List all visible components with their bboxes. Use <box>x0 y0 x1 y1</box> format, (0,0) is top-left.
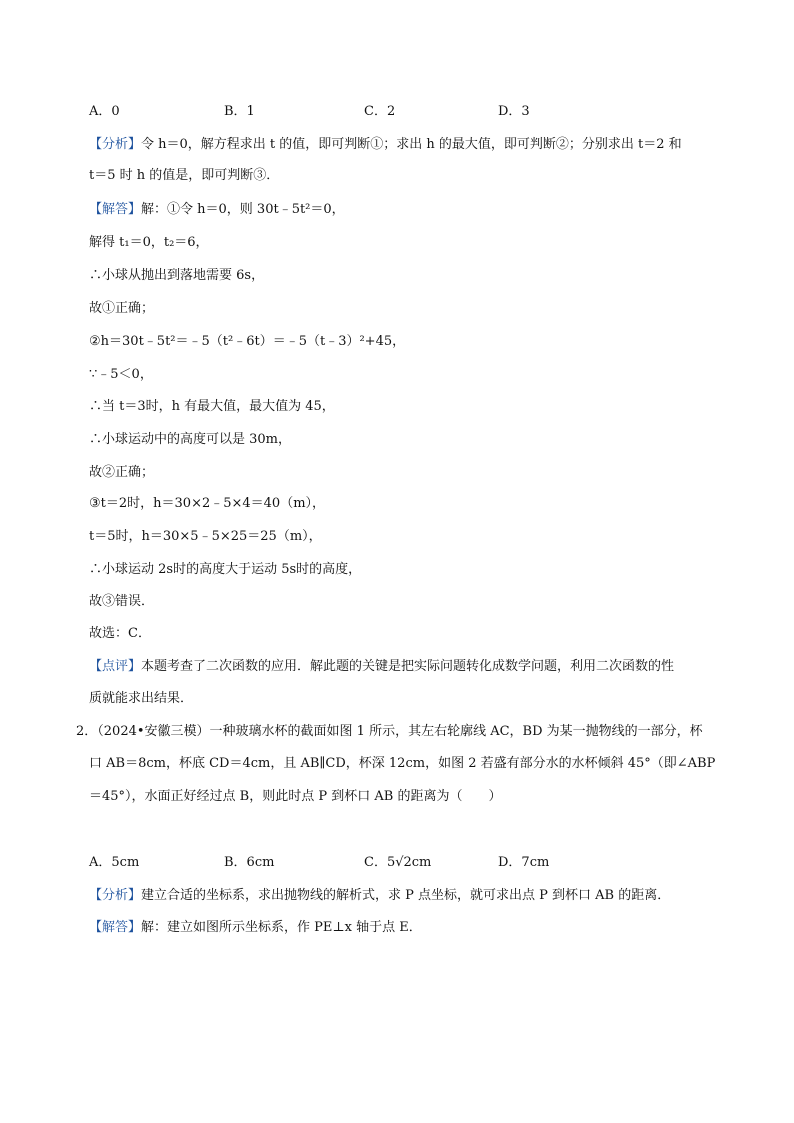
solution-line-4: 故①正确； <box>89 301 155 316</box>
solution2-text: 解：建立如图所示坐标系，作 PE⊥x 轴于点 E． <box>141 920 422 935</box>
option-d: D．3 <box>498 104 530 119</box>
solution-line-9: 故②正确； <box>89 465 155 480</box>
comment-text-1: 本题考查了二次函数的应用．解此题的关键是把实际问题转化成数学问题，利用二次函数的性 <box>141 659 675 674</box>
q2-option-a: A．5cm <box>89 855 140 870</box>
solution-line-13: 故③错误． <box>89 594 155 609</box>
option-c: C．2 <box>364 104 396 119</box>
solution-line-1 <box>89 200 345 220</box>
comment-line-2: 质就能求出结果． <box>89 691 194 706</box>
solution-line-8: ∴小球运动中的高度可以是 30m， <box>89 432 292 447</box>
option-a: A．0 <box>89 104 120 119</box>
question-number: 2． <box>76 724 98 739</box>
analysis-tag: 【分析】 <box>89 137 142 152</box>
solution-text-1: 解：①令 h＝0，则 30t﹣5t²＝0， <box>141 202 345 217</box>
solution-line-10: ③t＝2时，h＝30×2﹣5×4＝40（m）， <box>89 496 326 511</box>
q2-option-b: B．6cm <box>224 855 275 870</box>
solution-line-12: ∴小球运动 2s时的高度大于运动 5s时的高度， <box>89 562 362 577</box>
analysis2-tag: 【分析】 <box>89 888 142 903</box>
question-2-line-3: ＝45°），水面正好经过点 B，则此时点 P 到杯口 AB 的距离为（ ） <box>89 789 502 804</box>
analysis2-line-1 <box>89 886 670 906</box>
solution-line-7: ∴当 t＝3时，h 有最大值，最大值为 45， <box>89 399 335 414</box>
analysis2-text: 建立合适的坐标系，求出抛物线的解析式，求 P 点坐标，就可求出点 P 到杯口 AB 的距离． <box>141 888 671 903</box>
solution2-tag: 【解答】 <box>89 920 142 935</box>
comment-line-1 <box>89 657 674 677</box>
option-b: B．1 <box>224 104 255 119</box>
analysis-line-2: t＝5 时 h 的值是，即可判断③． <box>89 168 280 183</box>
solution-line-2: 解得 t₁＝0，t₂＝6， <box>89 235 209 250</box>
solution2-line-1 <box>89 918 422 938</box>
analysis-text-1: 令 h＝0，解方程求出 t 的值，即可判断①；求出 h 的最大值，即可判断②；分别求出 t＝2 和 <box>141 137 682 152</box>
solution-line-14: 故选：C． <box>89 626 151 641</box>
solution-line-11: t＝5时，h＝30×5﹣5×25＝25（m）， <box>89 529 322 544</box>
question-2-line-1 <box>76 722 703 742</box>
comment-tag: 【点评】 <box>89 659 142 674</box>
solution-tag: 【解答】 <box>89 202 142 217</box>
question-text-1: （2024•安徽三模）一种玻璃水杯的截面如图 1 所示，其左右轮廓线 AC，BD 为某一抛物线的一部分，杯 <box>97 724 703 739</box>
question-2-line-2: 口 AB＝8cm，杯底 CD＝4cm，且 AB∥CD，杯深 12cm，如图 2 若盛有部分水的水杯倾斜 45°（即∠ABP <box>89 756 716 771</box>
solution-line-5: ②h＝30t﹣5t²＝﹣5（t²﹣6t）＝﹣5（t﹣3）²+45， <box>89 334 406 349</box>
analysis-line-1 <box>89 135 682 155</box>
q2-option-c: C．5√2cm <box>364 855 432 870</box>
q2-option-d: D．7cm <box>498 855 550 870</box>
solution-line-6: ∵﹣5＜0， <box>89 367 153 382</box>
solution-line-3: ∴小球从抛出到落地需要 6s， <box>89 268 265 283</box>
